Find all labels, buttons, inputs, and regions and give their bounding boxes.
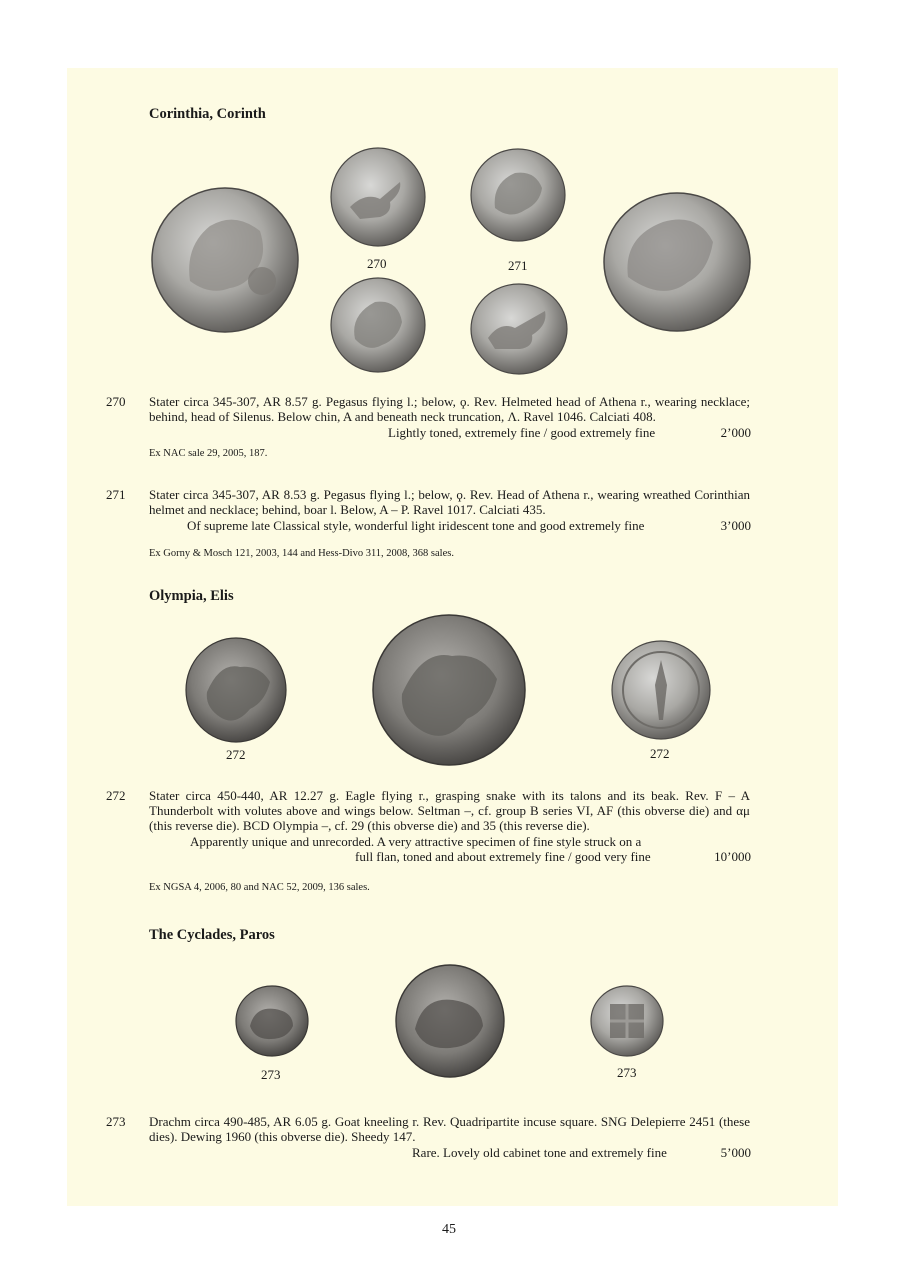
lot-number: 273	[106, 1114, 126, 1129]
coin-caption: 270	[367, 256, 387, 271]
coin-271-reverse	[470, 283, 568, 375]
coin-273-enlarged-obverse	[395, 964, 505, 1078]
coin-caption: 273	[617, 1065, 637, 1080]
coin-270-enlarged-obverse	[150, 186, 300, 334]
lot-remark: Lightly toned, extremely fine / good extremely fine	[388, 425, 656, 440]
lot-price: 10’000	[714, 849, 751, 864]
section-heading-olympia: Olympia, Elis	[149, 588, 234, 604]
page-number: 45	[442, 1222, 456, 1237]
lot-description: Stater circa 450-440, AR 12.27 g. Eagle flying r., grasping snake with its talons and its beak. Rev. F – A Thunderbolt with volutes above and wings below. Seltman –, cf. group B series VI, AF (this obverse die) and αμ (this reverse die). BCD Olympia –, cf. 29 (this obverse die) and 35 (this reverse die).	[149, 788, 750, 834]
lot-provenance: Ex NGSA 4, 2006, 80 and NAC 52, 2009, 136 sales.	[149, 882, 370, 893]
section-heading-paros: The Cyclades, Paros	[149, 927, 275, 943]
lot-number: 270	[106, 394, 126, 409]
coin-272-obverse	[185, 637, 287, 743]
coin-272-reverse	[611, 640, 711, 740]
lot-remark: Rare. Lovely old cabinet tone and extremely fine	[412, 1145, 667, 1160]
lot-provenance: Ex NAC sale 29, 2005, 187.	[149, 448, 268, 459]
lot-provenance: Ex Gorny & Mosch 121, 2003, 144 and Hess-Divo 311, 2008, 368 sales.	[149, 548, 454, 559]
coin-caption: 271	[508, 258, 528, 273]
lot-description: Drachm circa 490-485, AR 6.05 g. Goat kneeling r. Rev. Quadripartite incuse square. SNG Delepierre 2451 (these dies). Dewing 1960 (this obverse die). Sheedy 147.	[149, 1114, 750, 1145]
lot-remark: Of supreme late Classical style, wonderful light iridescent tone and good extremely fine	[187, 518, 645, 533]
coin-caption: 273	[261, 1067, 281, 1082]
coin-273-reverse	[590, 985, 664, 1057]
lot-price: 3’000	[720, 518, 751, 533]
coin-272-enlarged-obverse	[372, 614, 526, 766]
coin-270-obverse	[330, 147, 426, 247]
lot-price: 5’000	[720, 1145, 751, 1160]
section-heading-corinth: Corinthia, Corinth	[149, 106, 266, 122]
coin-271-enlarged-obverse	[603, 192, 751, 332]
coin-caption: 272	[650, 746, 670, 761]
coin-271-obverse	[470, 148, 566, 242]
lot-description: Stater circa 345-307, AR 8.53 g. Pegasus flying l.; below, ϙ. Rev. Head of Athena r., wearing wreathed Corinthian helmet and necklace; behind, boar l. Below, A – P. Ravel 1017. Calciati 435.	[149, 487, 750, 518]
lot-remark: full flan, toned and about extremely fine / good very fine	[355, 849, 651, 864]
lot-number: 272	[106, 788, 126, 803]
coin-273-obverse	[235, 984, 309, 1058]
lot-description: Stater circa 345-307, AR 8.57 g. Pegasus flying l.; below, ϙ. Rev. Helmeted head of Athena r., wearing necklace; behind, head of Silenus. Below chin, A and beneath neck truncation, Λ. Ravel 1046. Calciati 408.	[149, 394, 750, 425]
lot-price: 2’000	[720, 425, 751, 440]
coin-caption: 272	[226, 747, 246, 762]
coin-270-reverse	[330, 277, 426, 373]
lot-number: 271	[106, 487, 126, 502]
lot-remark: Apparently unique and unrecorded. A very attractive specimen of fine style struck on a	[190, 834, 642, 849]
